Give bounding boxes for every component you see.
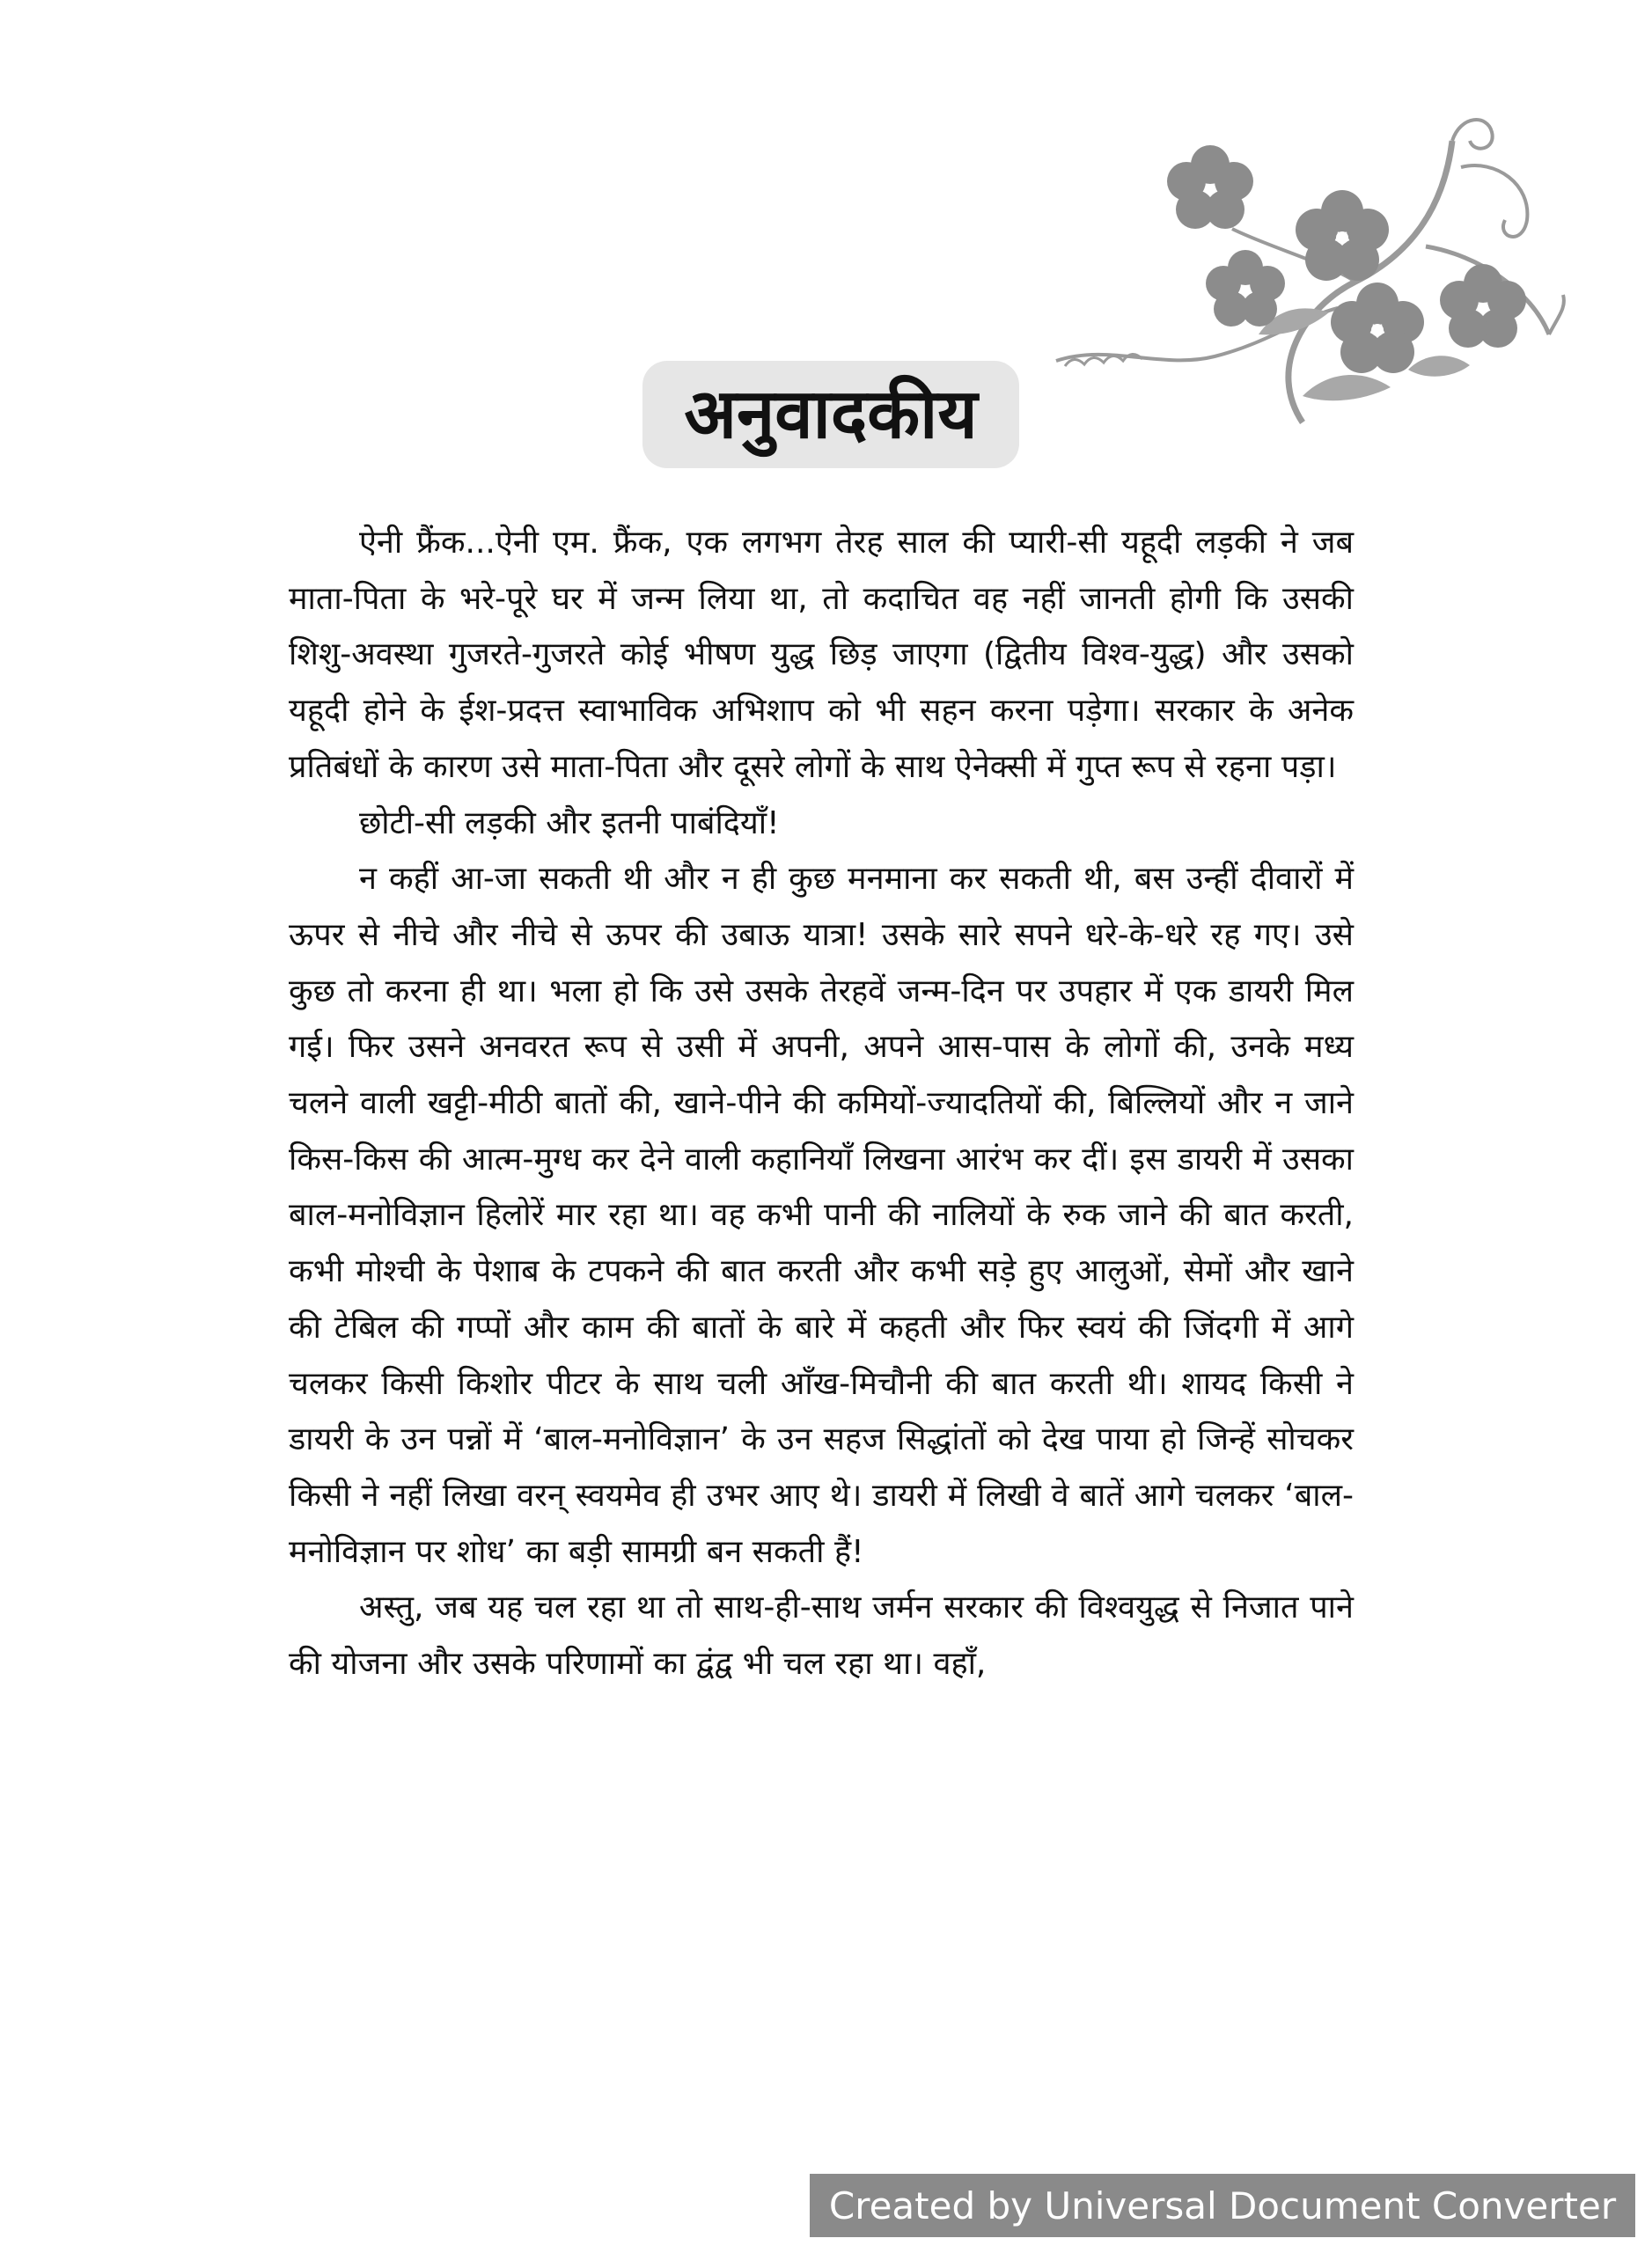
paragraph: ऐनी फ्रैंक...ऐनी एम. फ्रैंक, एक लगभग तेरह साल की प्यारी-सी यहूदी लड़की ने जब माता-पिता के भरे-पूरे घर में जन्म लिया था, तो कदाचित वह नहीं जानती होगी कि उसकी शिशु-अवस्था गुजरते-गुजरते कोई भीषण युद्ध छिड़ जाएगा (द्वितीय विश्व-युद्ध) और उसको यहूदी होने के ईश-प्रदत्त स्वाभाविक अभिशाप को भी सहन करना पड़ेगा। सरकार के अनेक प्रतिबंधों के कारण उसे माता-पिता और दूसरे लोगों के साथ ऐनेक्सी में गुप्त रूप से रहना पड़ा। (289, 525, 1354, 785)
floral-ornament-icon (1039, 106, 1567, 440)
paragraph: अस्तु, जब यह चल रहा था तो साथ-ही-साथ जर्मन सरकार की विश्वयुद्ध से निजात पाने की योजना और उसके परिणामों का द्वंद्व भी चल रहा था। वहाँ, (289, 1589, 1354, 1683)
paragraph: न कहीं आ-जा सकती थी और न ही कुछ मनमाना कर सकती थी, बस उन्हीं दीवारों में ऊपर से नीचे और नीचे से ऊपर की उबाऊ यात्रा! उसके सारे सपने धरे-के-धरे रह गए। उसे कुछ तो करना ही था। भला हो कि उसे उसके तेरहवें जन्म-दिन पर उपहार में एक डायरी मिल गई। फिर उसने अनवरत रूप से उसी में अपनी, अपने आस-पास के लोगों की, उनके मध्य चलने वाली खट्टी-मीठी बातों की, खाने-पीने की कमियों-ज्यादतियों की, बिल्लियों और न जाने किस-किस की आत्म-मुग्ध कर देने वाली कहानियाँ लिखना आरंभ कर दीं। इस डायरी में उसका बाल-मनोविज्ञान हिलोरें मार रहा था। वह कभी पानी की नालियों के रुक जाने की बात करती, कभी मोश्ची के पेशाब के टपकने की बात करती और कभी सड़े हुए आलुओं, सेमों और खाने की टेबिल की गप्पों और काम की बातों के बारे में कहती और फिर स्वयं की जिंदगी में आगे चलकर किसी किशोर पीटर के साथ चली आँख-मिचौनी की बात करती थी। शायद किसी ने डायरी के उन पन्नों में ‘बाल-मनोविज्ञान’ के उन सहज सिद्धांतों को देख पाया हो जिन्हें सोचकर किसी ने नहीं लिखा वरन् स्वयमेव ही उभर आए थे। डायरी में लिखी वे बातें आगे चलकर ‘बाल-मनोविज्ञान पर शोध’ का बड़ी सामग्री बन सकती हैं! (289, 861, 1354, 1570)
heading-box (642, 361, 1019, 468)
body-text (289, 515, 1354, 1692)
watermark-banner (810, 2174, 1635, 2237)
paragraph: छोटी-सी लड़की और इतनी पाबंदियाँ! (359, 804, 780, 841)
watermark-text: Created by Universal Document Converter (828, 2183, 1617, 2227)
page-title: अनुवादकीय (684, 375, 978, 454)
